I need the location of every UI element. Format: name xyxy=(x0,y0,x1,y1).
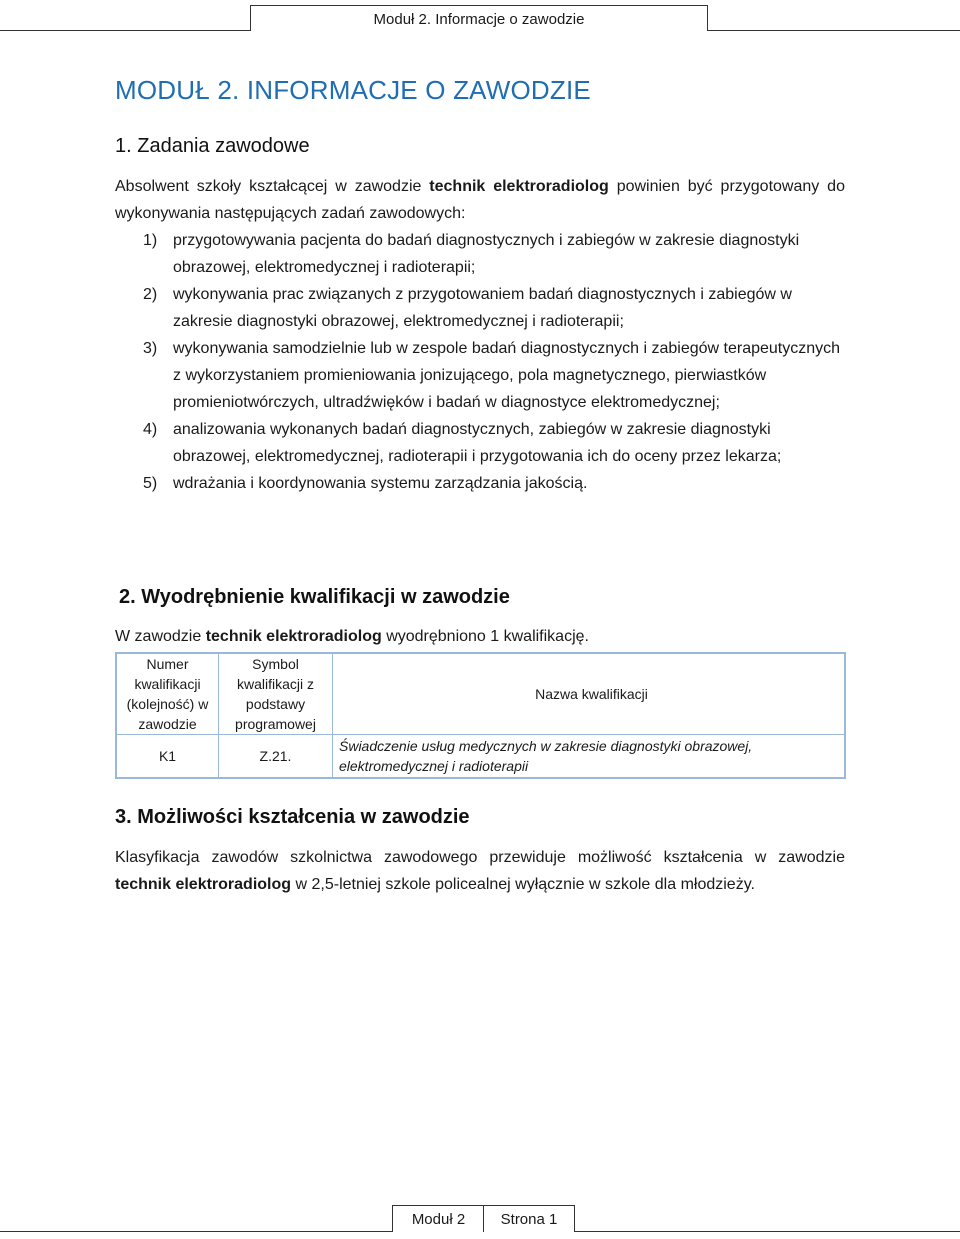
cell-qualification-number: K1 xyxy=(116,735,219,779)
education-text xyxy=(115,844,845,898)
education-text-start: Klasyfikacja zawodów szkolnictwa zawodowego przewiduje możliwość kształcenia w zawodzie xyxy=(115,849,845,866)
tasks-intro xyxy=(115,173,845,227)
profession-name: technik elektroradiolog xyxy=(115,876,292,893)
profession-name: technik elektroradiolog xyxy=(429,178,609,195)
footer-page-number: Strona 1 xyxy=(483,1205,575,1232)
cell-qualification-symbol: Z.21. xyxy=(219,735,333,779)
list-item-number: 1) xyxy=(143,232,158,249)
footer-module: Moduł 2 xyxy=(392,1205,485,1232)
list-item-text: analizowania wykonanych badań diagnostycznych, zabiegów w zakresie diagnostyki obrazowej, elektromedycznej, radioterapii i przygotowania ich do oceny przez lekarza; xyxy=(173,421,782,465)
section-heading-education: 3. Możliwości kształcenia w zawodzie xyxy=(115,806,470,828)
table-header-row xyxy=(116,653,845,735)
list-item-text: wykonywania prac związanych z przygotowaniem badań diagnostycznych i zabiegów w zakresie diagnostyki obrazowej, elektromedycznej i radioterapii; xyxy=(173,286,792,330)
cell-qualification-name: Świadczenie usług medycznych w zakresie diagnostyki obrazowej, elektromedycznej i radioterapii xyxy=(333,735,846,779)
list-item-number: 2) xyxy=(143,286,158,303)
list-item-text: wdrażania i koordynowania systemu zarządzania jakością. xyxy=(173,475,588,492)
list-item-text: wykonywania samodzielnie lub w zespole badań diagnostycznych i zabiegów terapeutycznych z wykorzystaniem promieniowania jonizującego, pola magnetycznego, pierwiastków promieniotwórczych, ultradźwięków i badań w diagnostyce elektromedycznej; xyxy=(173,340,841,411)
page-title: MODUŁ 2. INFORMACJE O ZAWODZIE xyxy=(115,75,591,105)
qualifications-intro xyxy=(115,623,845,650)
table-row xyxy=(116,735,845,779)
header-qualification-symbol: Symbol kwalifikacji z podstawy programowej xyxy=(219,653,333,735)
qualifications-intro-text: W zawodzie xyxy=(115,628,206,645)
section-heading-tasks: 1. Zadania zawodowe xyxy=(115,135,310,157)
section-heading-qualifications: 2. Wyodrębnienie kwalifikacji w zawodzie xyxy=(119,586,510,608)
header-qualification-number: Numer kwalifikacji (kolejność) w zawodzie xyxy=(116,653,219,735)
profession-name: technik elektroradiolog xyxy=(205,628,382,645)
qualifications-intro-text-end: wyodrębniono 1 kwalifikację. xyxy=(381,628,589,645)
list-item-text: przygotowywania pacjenta do badań diagnostycznych i zabiegów w zakresie diagnostyki obrazowej, elektromedycznej i radioterapii; xyxy=(173,232,800,276)
tasks-intro-text-end: powinien być przygotowany do wykonywania następujących zadań zawodowych: xyxy=(115,178,845,222)
qualifications-table xyxy=(115,652,846,779)
list-item-number: 4) xyxy=(143,421,158,438)
list-item xyxy=(115,335,845,416)
list-item-number: 5) xyxy=(143,475,158,492)
list-item xyxy=(115,416,845,470)
header-qualification-name: Nazwa kwalifikacji xyxy=(333,653,846,735)
tasks-intro-text: Absolwent szkoły kształcącej w zawodzie xyxy=(115,178,430,195)
running-header: Moduł 2. Informacje o zawodzie xyxy=(250,5,708,31)
list-item xyxy=(115,281,845,335)
task-list xyxy=(115,227,845,497)
education-text-end: w 2,5-letniej szkole policealnej wyłącznie w szkole dla młodzieży. xyxy=(291,876,755,893)
list-item-number: 3) xyxy=(143,340,158,357)
list-item xyxy=(115,227,845,281)
list-item xyxy=(115,470,845,497)
